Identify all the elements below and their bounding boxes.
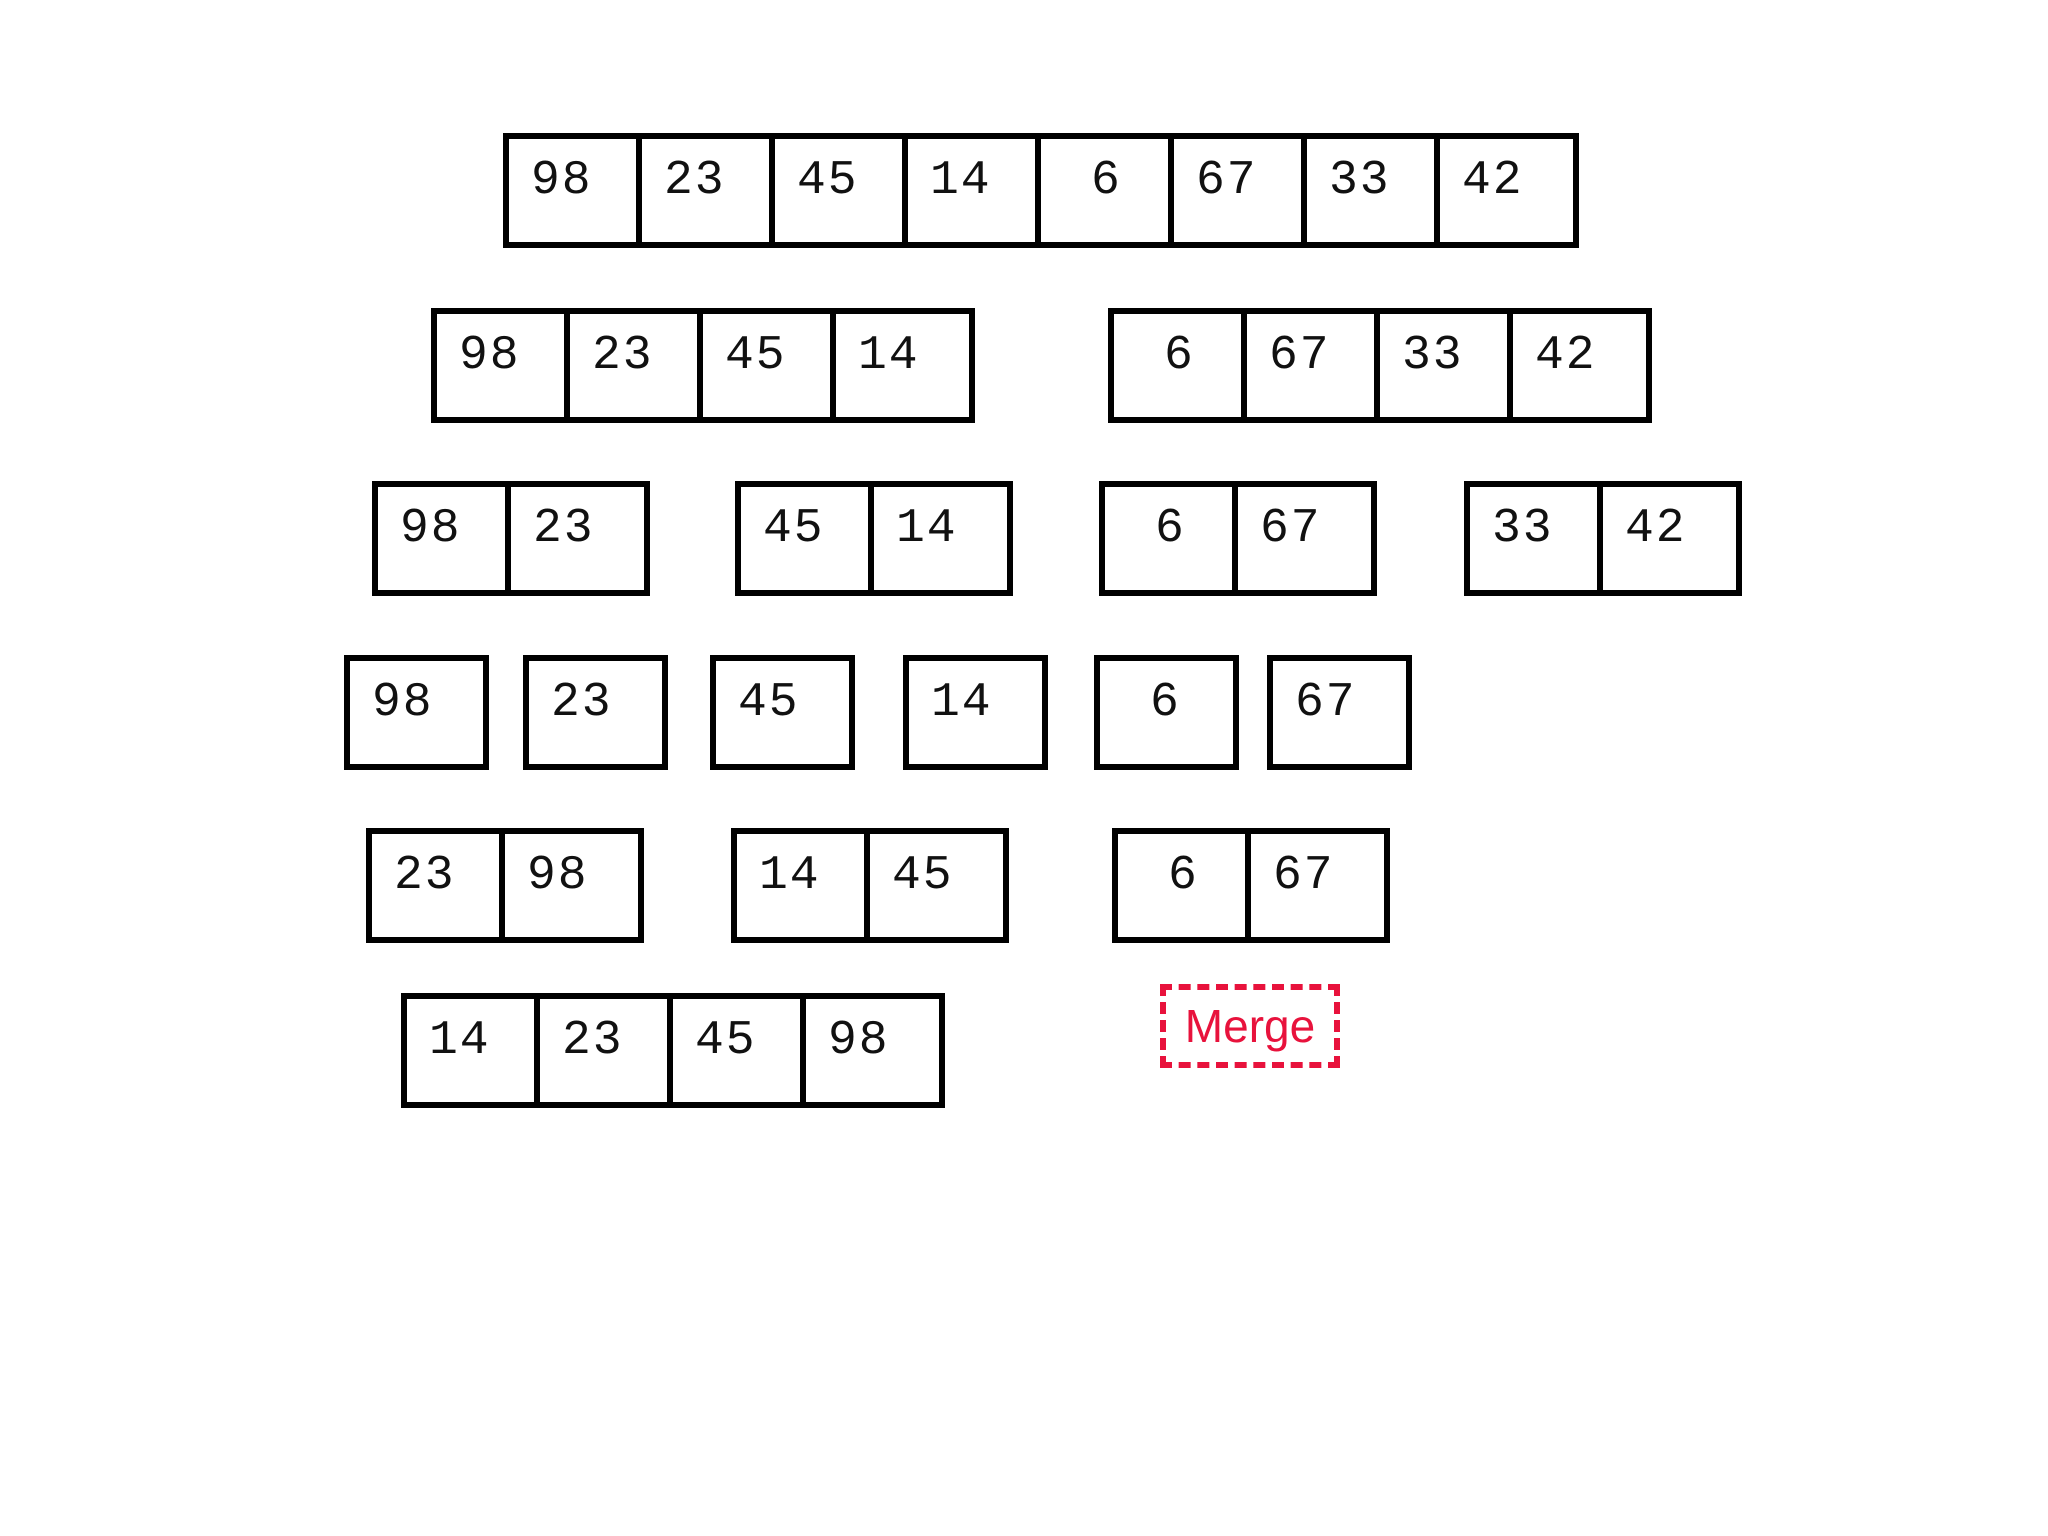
cell-value: 67 (1295, 676, 1357, 730)
array-cell (1041, 139, 1174, 242)
array-cell (1380, 314, 1513, 417)
array-cell (407, 999, 540, 1102)
array-step-2-group-2 (1108, 308, 1652, 423)
array-cell (540, 999, 673, 1102)
cell-value: 6 (1168, 849, 1199, 903)
array-cell (529, 661, 662, 764)
array-cell (642, 139, 775, 242)
array-cell (437, 314, 570, 417)
cell-value: 14 (858, 329, 920, 383)
cell-value: 67 (1269, 329, 1331, 383)
cell-value: 98 (400, 502, 462, 556)
cell-value: 23 (562, 1014, 624, 1068)
cell-value: 98 (527, 849, 589, 903)
cell-value: 14 (429, 1014, 491, 1068)
cell-value: 23 (394, 849, 456, 903)
array-cell (505, 834, 638, 937)
array-cell (716, 661, 849, 764)
cell-value: 14 (931, 676, 993, 730)
array-step-6-group-1 (401, 993, 945, 1108)
array-step-5-group-2 (731, 828, 1009, 943)
cell-value: 14 (930, 154, 992, 208)
array-step-3-group-1 (372, 481, 650, 596)
cell-value: 6 (1164, 329, 1195, 383)
cell-value: 23 (664, 154, 726, 208)
array-step-3-group-3 (1099, 481, 1377, 596)
cell-value: 42 (1535, 329, 1597, 383)
cell-value: 98 (828, 1014, 890, 1068)
array-step-2-group-1 (431, 308, 975, 423)
cell-value: 6 (1091, 154, 1122, 208)
cell-value: 23 (551, 676, 613, 730)
array-cell (1273, 661, 1406, 764)
array-cell (1307, 139, 1440, 242)
array-cell (806, 999, 939, 1102)
array-cell (378, 487, 511, 590)
array-cell (1251, 834, 1384, 937)
array-cell (570, 314, 703, 417)
cell-value: 45 (892, 849, 954, 903)
array-cell (836, 314, 969, 417)
array-step-4-group-5 (1094, 655, 1239, 770)
cell-value: 45 (797, 154, 859, 208)
cell-value: 67 (1273, 849, 1335, 903)
cell-value: 98 (531, 154, 593, 208)
array-cell (1440, 139, 1573, 242)
array-step-4-group-2 (523, 655, 668, 770)
array-step-4-group-1 (344, 655, 489, 770)
array-step-3-group-4 (1464, 481, 1742, 596)
array-cell (1603, 487, 1736, 590)
array-step-5-group-1 (366, 828, 644, 943)
array-cell (1100, 661, 1233, 764)
cell-value: 14 (759, 849, 821, 903)
cell-value: 45 (695, 1014, 757, 1068)
cell-value: 45 (738, 676, 800, 730)
cell-value: 98 (372, 676, 434, 730)
cell-value: 45 (763, 502, 825, 556)
array-cell (673, 999, 806, 1102)
merge-label: Merge (1160, 984, 1340, 1068)
cell-value: 33 (1402, 329, 1464, 383)
cell-value: 67 (1260, 502, 1322, 556)
array-cell (511, 487, 644, 590)
array-step-1-group-1 (503, 133, 1579, 248)
array-cell (509, 139, 642, 242)
array-cell (1238, 487, 1371, 590)
array-cell (737, 834, 870, 937)
array-cell (350, 661, 483, 764)
array-cell (1174, 139, 1307, 242)
array-cell (909, 661, 1042, 764)
cell-value: 98 (459, 329, 521, 383)
array-step-4-group-3 (710, 655, 855, 770)
array-step-5-group-3 (1112, 828, 1390, 943)
cell-value: 42 (1462, 154, 1524, 208)
cell-value: 6 (1150, 676, 1181, 730)
array-cell (870, 834, 1003, 937)
cell-value: 14 (896, 502, 958, 556)
array-cell (1105, 487, 1238, 590)
array-cell (1114, 314, 1247, 417)
array-cell (703, 314, 836, 417)
array-cell (874, 487, 1007, 590)
array-step-3-group-2 (735, 481, 1013, 596)
cell-value: 33 (1329, 154, 1391, 208)
array-cell (372, 834, 505, 937)
array-cell (775, 139, 908, 242)
array-step-4-group-6 (1267, 655, 1412, 770)
cell-value: 67 (1196, 154, 1258, 208)
cell-value: 33 (1492, 502, 1554, 556)
cell-value: 42 (1625, 502, 1687, 556)
array-cell (1513, 314, 1646, 417)
array-cell (1247, 314, 1380, 417)
cell-value: 23 (592, 329, 654, 383)
array-cell (741, 487, 874, 590)
array-cell (908, 139, 1041, 242)
array-step-4-group-4 (903, 655, 1048, 770)
array-cell (1470, 487, 1603, 590)
cell-value: 6 (1155, 502, 1186, 556)
array-cell (1118, 834, 1251, 937)
cell-value: 23 (533, 502, 595, 556)
cell-value: 45 (725, 329, 787, 383)
